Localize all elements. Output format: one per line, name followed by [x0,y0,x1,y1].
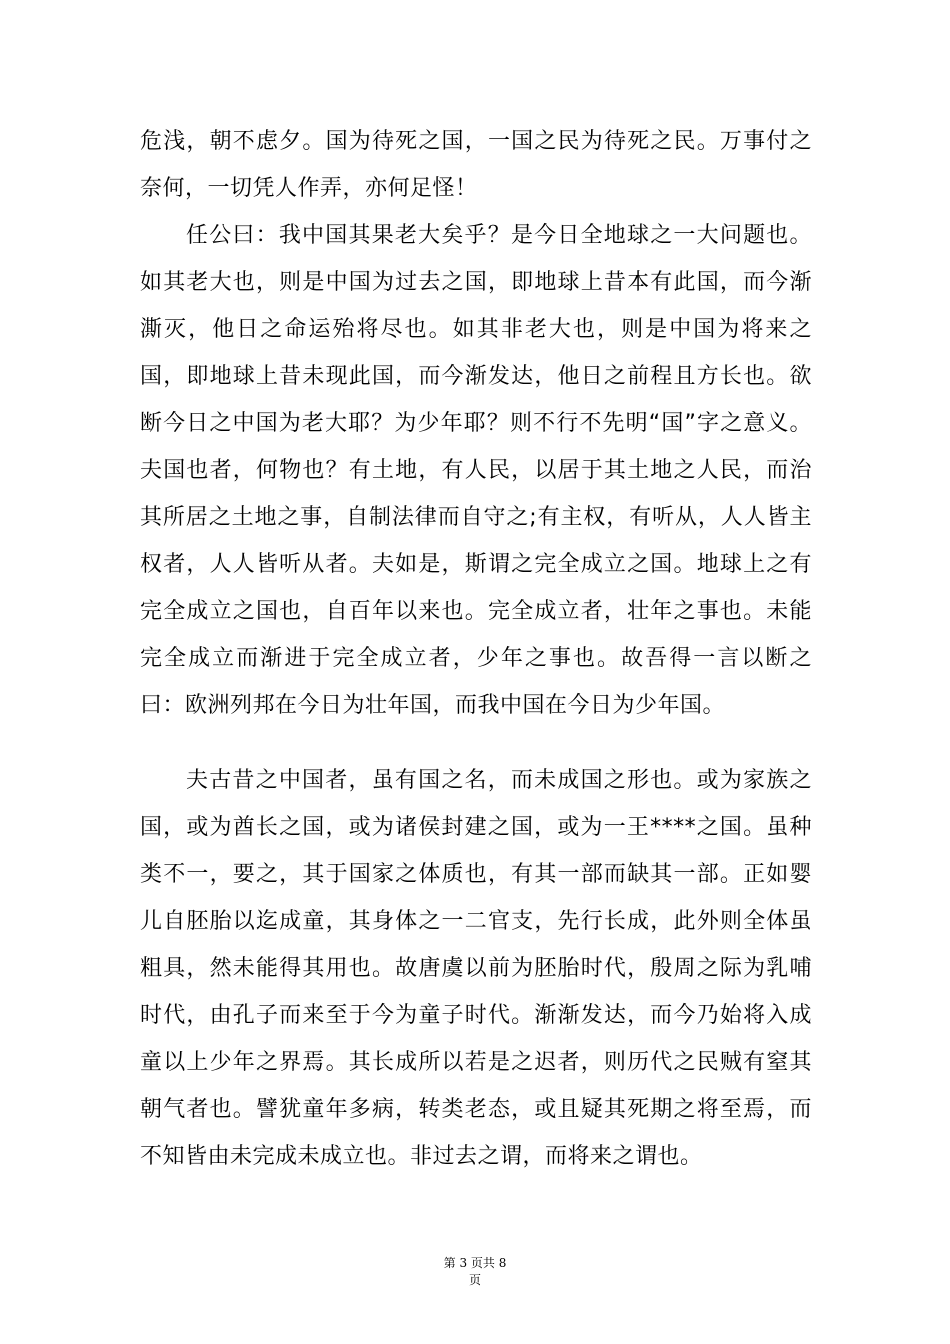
page-number-line-2: 页 [468,1273,481,1287]
paragraph-continued: 危浅，朝不虑夕。国为待死之国，一国之民为待死之民。万事付之奈何，一切凭人作弄，亦何足怪！ [140,129,812,201]
page-number-line-1: 第 3 页共 8 [443,1256,507,1270]
paragraph-renggong: 任公曰：我中国其果老大矣乎？是今日全地球之一大问题也。如其老大也，则是中国为过去之国，即地球上昔本有此国，而今渐澌灭，他日之命运殆将尽也。如其非老大也，则是中国为将来之国，即地球上昔未现此国，而今渐发达，他日之前程且方长也。欲断今日之中国为老大耶？为少年耶？则不行不先明“国”字之意义。夫国也者，何物也？有土地，有人民，以居于其土地之人民，而治其所居之土地之事，自制法律而自守之;有主权，有听从，人人皆主权者，人人皆听从者。夫如是，斯谓之完全成立之国。地球上之有完全成立之国也，自百年以来也。完全成立者，壮年之事也。未能完全成立而渐进于完全成立者，少年之事也。故吾得一言以断之曰：欧洲列邦在今日为壮年国，而我中国在今日为少年国。 [140,223,812,718]
paragraph-gu-xi: 夫古昔之中国者，虽有国之名，而未成国之形也。或为家族之国，或为酋长之国，或为诸侯封建之国，或为一王****之国。虽种类不一，要之，其于国家之体质也，有其一部而缺其一部。正如婴儿自胚胎以迄成童，其身体之一二官支，先行长成，此外则全体虽粗具，然未能得其用也。故唐虞以前为胚胎时代，殷周之际为乳哺时代，由孔子而来至于今为童子时代。渐渐发达，而今乃始将入成童以上少年之界焉。其长成所以若是之迟者，则历代之民贼有窒其朝气者也。譬犹童年多病，转类老态，或且疑其死期之将至焉，而不知皆由未完成未成立也。非过去之谓，而将来之谓也。 [140,768,812,1169]
page-number-footer [0,1255,950,1289]
document-body [140,118,812,1208]
